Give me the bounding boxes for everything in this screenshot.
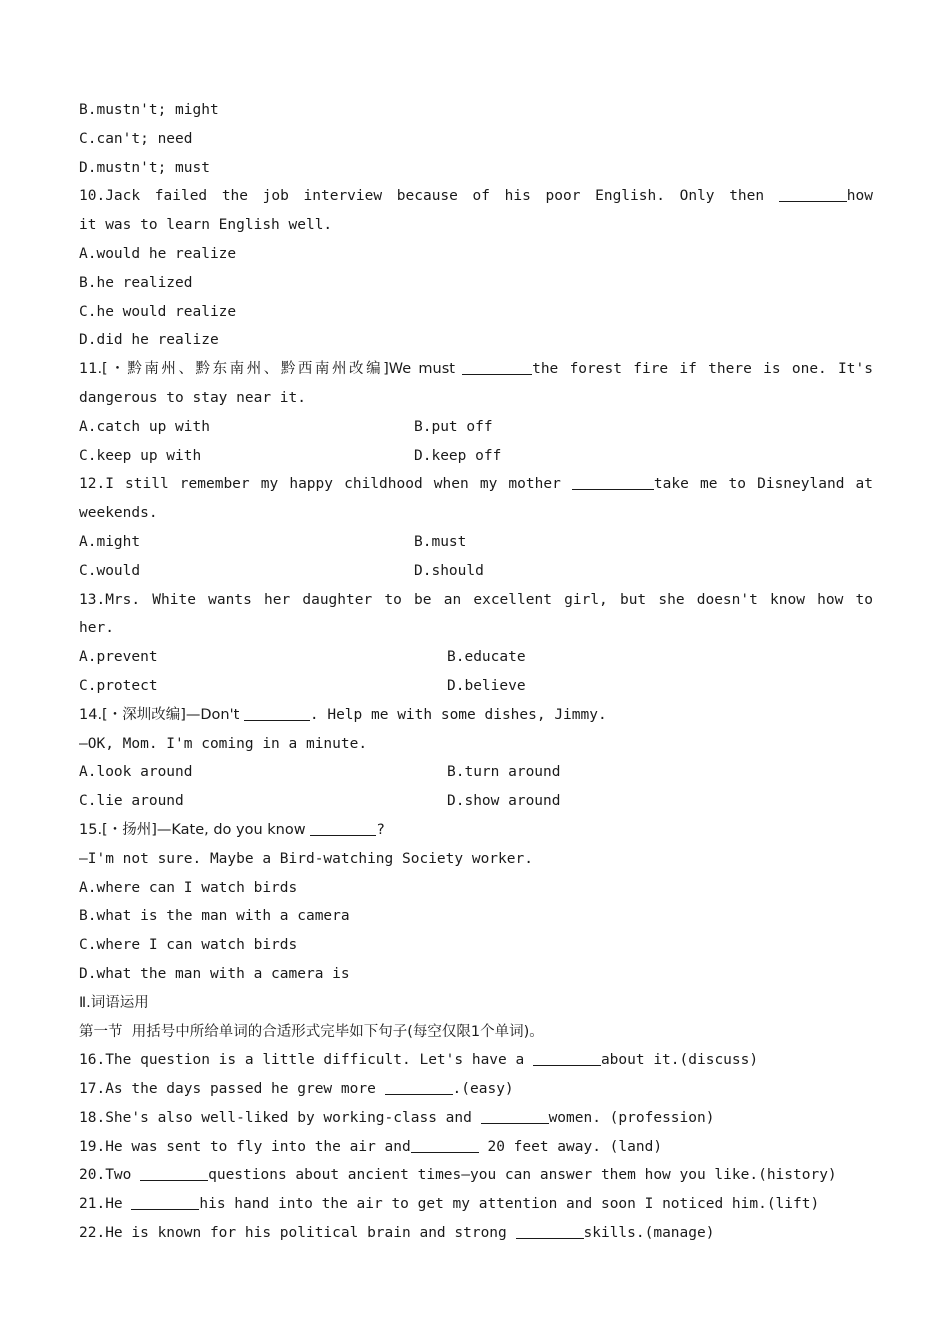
answer-blank xyxy=(481,1108,549,1124)
section-heading: Ⅱ.词语运用 xyxy=(79,994,149,1011)
answer-blank xyxy=(131,1194,199,1210)
q13-stem-line1: 13.Mrs. White wants her daughter to be an excellent girl, but she doesn't know how to xyxy=(79,591,873,608)
q9-option-b: B.mustn't; might xyxy=(79,102,219,118)
q15-option-b: B.what is the man with a camera xyxy=(79,908,350,925)
q13-options-row2: C.protect D.believe xyxy=(79,677,526,694)
answer-blank xyxy=(244,705,310,721)
fill-item-16: 16.The question is a little difficult. Let's have a about it.(discuss) xyxy=(79,1052,759,1069)
q9-option-c: C.can't; need xyxy=(79,130,193,147)
q15-stem: 15.[・扬州]—Kate, do you know ? xyxy=(79,821,385,838)
q15-option-c: C.where I can watch birds xyxy=(79,937,298,954)
q14-reply: —OK, Mom. I'm coming in a minute. xyxy=(79,735,368,752)
fill-item-17: 17.As the days passed he grew more .(easy) xyxy=(79,1081,514,1098)
answer-blank xyxy=(140,1165,208,1181)
q14-options-row1: A.look around B.turn around xyxy=(79,764,561,781)
q11-options-row1: A.catch up with B.put off xyxy=(79,418,493,435)
answer-blank xyxy=(310,820,376,836)
q15-reply: —I'm not sure. Maybe a Bird-watching Society worker. xyxy=(79,850,533,867)
answer-blank xyxy=(533,1050,601,1066)
q12-options-row2: C.would D.should xyxy=(79,562,484,579)
exam-page xyxy=(79,96,873,1248)
section-instruction: 第一节 用括号中所给单词的合适形式完毕如下句子(每空仅限1个单词)。 xyxy=(79,1023,544,1040)
q15-option-a: A.where can I watch birds xyxy=(79,879,298,896)
fill-item-20: 20.Two questions about ancient times—you can answer them how you like.(history) xyxy=(79,1167,837,1184)
q10-stem-line2: it was to learn English well. xyxy=(79,217,333,234)
q13-options-row1: A.prevent B.educate xyxy=(79,649,526,666)
fill-item-19: 19.He was sent to fly into the air and 20 feet away. (land) xyxy=(79,1138,663,1155)
q11-stem-line1: 11.[・黔南州、黔东南州、黔西南州改编]We must the forest fire if there is one. It's xyxy=(79,361,873,378)
fill-item-18: 18.She's also well-liked by working-class and women. (profession) xyxy=(79,1109,715,1126)
answer-blank xyxy=(411,1137,479,1153)
q10-option-b: B.he realized xyxy=(79,274,193,291)
answer-blank xyxy=(516,1223,584,1239)
q14-options-row2: C.lie around D.show around xyxy=(79,793,561,810)
q15-option-d: D.what the man with a camera is xyxy=(79,965,350,982)
q10-option-c: C.he would realize xyxy=(79,303,237,320)
q14-stem: 14.[・深圳改编]—Don't . Help me with some dishes, Jimmy. xyxy=(79,706,607,723)
q10-stem-line1: 10.Jack failed the job interview because of his poor English. Only then how xyxy=(79,188,873,205)
fill-item-22: 22.He is known for his political brain and strong skills.(manage) xyxy=(79,1225,715,1242)
q10-option-d: D.did he realize xyxy=(79,332,219,349)
q10-option-a: A.would he realize xyxy=(79,245,237,262)
q12-options-row1: A.might B.must xyxy=(79,533,467,550)
answer-blank xyxy=(385,1079,453,1095)
answer-blank xyxy=(779,186,847,202)
answer-blank xyxy=(572,474,654,490)
q11-options-row2: C.keep up with D.keep off xyxy=(79,447,502,464)
q13-stem-line2: her. xyxy=(79,620,114,637)
q9-option-d: D.mustn't; must xyxy=(79,159,210,176)
q12-stem-line2: weekends. xyxy=(79,505,158,522)
answer-blank xyxy=(462,359,532,375)
fill-item-21: 21.He his hand into the air to get my attention and soon I noticed him.(lift) xyxy=(79,1196,820,1213)
q12-stem-line1: 12.I still remember my happy childhood when my mother take me to Disneyland at xyxy=(79,476,873,493)
q11-stem-line2: dangerous to stay near it. xyxy=(79,389,306,406)
